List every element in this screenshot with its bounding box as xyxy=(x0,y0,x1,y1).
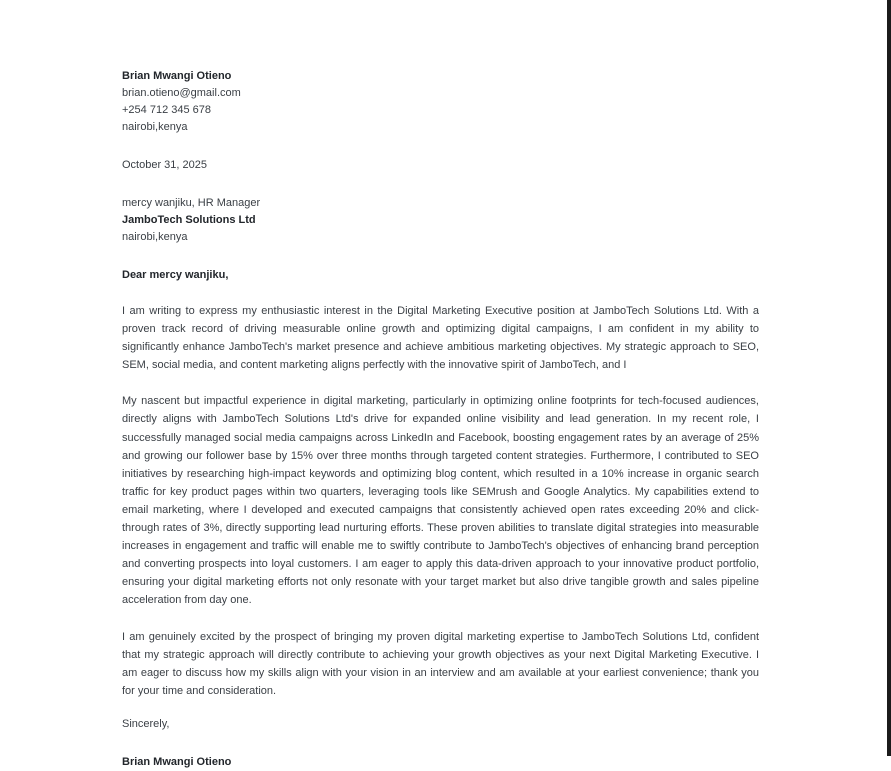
spacer-after-salutation xyxy=(122,284,759,302)
spacer-after-sender xyxy=(122,136,759,157)
signature-name: Brian Mwangi Otieno xyxy=(122,755,232,768)
sender-block xyxy=(122,68,759,136)
recipient-company: JamboTech Solutions Ltd xyxy=(122,214,256,226)
sender-location: nairobi,kenya xyxy=(122,121,188,133)
sender-email: brian.otieno@gmail.com xyxy=(122,87,241,99)
recipient-name-title: mercy wanjiku, HR Manager xyxy=(122,197,261,209)
closing-line: Sincerely, xyxy=(122,717,170,730)
spacer-after-date xyxy=(122,174,759,195)
sender-name: Brian Mwangi Otieno xyxy=(122,70,232,82)
body-paragraph: I am writing to express my enthusiastic interest in the Digital Marketing Executive position at JamboTech Solutions Ltd. With a proven track record of driving measurable online growth and optimizing digital campaigns, I am confident in my ability to significantly enhance JamboTech's market presence and achieve ambitious marketing objectives. My strategic approach to SEO, SEM, social media, and content marketing aligns perfectly with the innovative spirit of JamboTech, and I xyxy=(122,305,759,372)
right-edge-strip xyxy=(887,0,891,756)
letter-body xyxy=(122,68,759,771)
spacer-after-recipient xyxy=(122,246,759,267)
sender-phone: +254 712 345 678 xyxy=(122,104,212,116)
body-paragraph: My nascent but impactful experience in digital marketing, particularly in optimizing online footprints for tech-focused audiences, directly aligns with JamboTech Solutions Ltd's drive for expanded online visibility and lead generation. In my recent role, I successfully managed social media campaigns across LinkedIn and Facebook, boosting engagement rates by an average of 25% and growing our follower base by 15% over three months through targeted content strategies. Furthermore, I contributed to SEO initiatives by researching high-impact keywords and optimizing blog content, which resulted in a 10% increase in organic search traffic for key product pages within two quarters, leveraging tools like SEMrush and Google Analytics. My capabilities extend to email marketing, where I developed and executed campaigns that consistently achieved open rates exceeding 20% and click-through rates of 3%, directly supporting lead nurturing efforts. These proven abilities to translate digital strategies into measurable increases in engagement and traffic will enable me to swiftly contribute to JamboTech's objectives of enhancing brand perception and converting prospects into loyal customers. I am eager to apply this data-driven approach to your innovative product portfolio, ensuring your digital marketing efforts not only resonate with your target market but also drive tangible growth and sales pipeline acceleration from day one. xyxy=(122,395,759,607)
body-paragraph: I am genuinely excited by the prospect of bringing my proven digital marketing expertise to JamboTech Solutions Ltd, confident that my strategic approach will directly contribute to achieving your growth objectives as your next Digital Marketing Executive. I am eager to discuss how my skills align with your vision in an interview and am available at your earliest convenience; thank you for your time and consideration. xyxy=(122,630,759,697)
letter-date: October 31, 2025 xyxy=(122,159,208,171)
recipient-block xyxy=(122,195,759,246)
recipient-location: nairobi,kenya xyxy=(122,231,188,243)
salutation: Dear mercy wanjiku, xyxy=(122,269,229,281)
